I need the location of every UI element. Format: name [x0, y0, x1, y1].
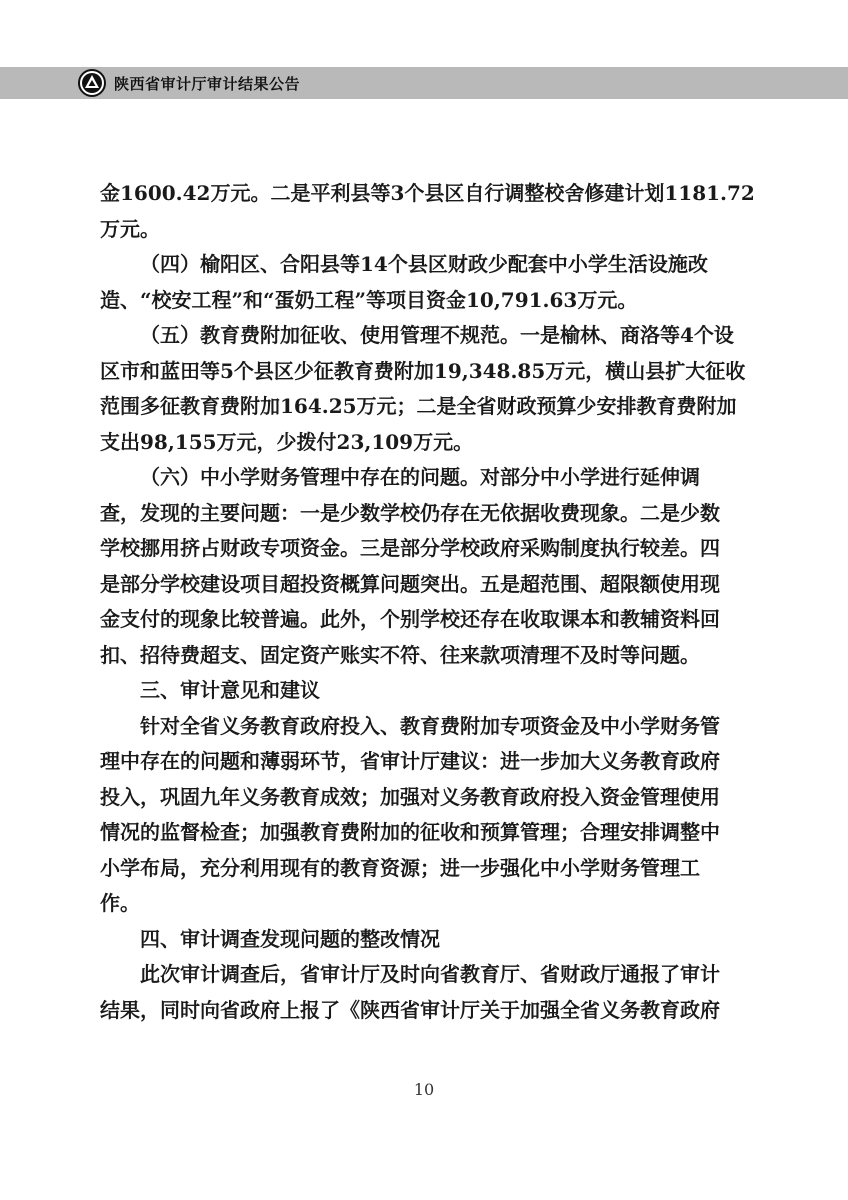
- body-line: 扣、招待费超支、固定资产账实不符、往来款项清理不及时等问题。: [100, 642, 700, 667]
- document-body: [100, 176, 755, 1028]
- body-line: 此次审计调查后，省审计厅及时向省教育厅、省财政厅通报了审计: [140, 962, 720, 986]
- body-line: 理中存在的问题和薄弱环节，省审计厅建议：进一步加大义务教育政府: [100, 749, 720, 773]
- body-line: （四）榆阳区、合阳县等14个县区财政少配套中小学生活设施改: [140, 252, 708, 276]
- body-line: 作。: [100, 891, 140, 915]
- body-line: 投入，巩固九年义务教育成效；加强对义务教育政府投入资金管理使用: [100, 784, 720, 809]
- audit-emblem-icon: [78, 69, 106, 97]
- body-line: 金支付的现象比较普遍。此外，个别学校还存在收取课本和教辅资料回: [100, 607, 720, 631]
- body-line: 小学布局，充分利用现有的教育资源；进一步强化中小学财务管理工: [100, 855, 700, 880]
- body-line: 结果，同时向省政府上报了《陕西省审计厅关于加强全省义务教育政府: [100, 997, 720, 1022]
- body-line: 造、“校安工程”和“蛋奶工程”等项目资金10,791.63万元。: [100, 287, 638, 312]
- body-line: 查，发现的主要问题：一是少数学校仍存在无依据收费现象。二是少数: [100, 500, 720, 525]
- body-line: （五）教育费附加征收、使用管理不规范。一是榆林、商洛等4个设: [140, 323, 734, 347]
- body-line: 金1600.42万元。二是平利县等3个县区自行调整校舍修建计划1181.72: [100, 181, 755, 205]
- body-line: （六）中小学财务管理中存在的问题。对部分中小学进行延伸调: [140, 465, 700, 489]
- header-title: 陕西省审计厅审计结果公告: [114, 75, 301, 93]
- page-number: 10: [413, 1080, 435, 1099]
- body-line: 区市和蓝田等5个县区少征教育费附加19,348.85万元，横山县扩大征收: [100, 358, 746, 383]
- body-line: 学校挪用挤占财政专项资金。三是部分学校政府采购制度执行较差。四: [100, 536, 720, 560]
- body-line: 针对全省义务教育政府投入、教育费附加专项资金及中小学财务管: [140, 713, 720, 738]
- section-heading: 四、审计调查发现问题的整改情况: [140, 926, 440, 951]
- body-line: 情况的监督检查；加强教育费附加的征收和预算管理；合理安排调整中: [100, 820, 720, 844]
- body-line: 是部分学校建设项目超投资概算问题突出。五是超范围、超限额使用现: [100, 571, 720, 596]
- body-line: 支出98,155万元，少拨付23,109万元。: [100, 429, 474, 454]
- section-heading: 三、审计意见和建议: [140, 678, 320, 702]
- body-line: 范围多征教育费附加164.25万元；二是全省财政预算少安排教育费附加: [100, 394, 737, 418]
- body-line: 万元。: [100, 216, 160, 241]
